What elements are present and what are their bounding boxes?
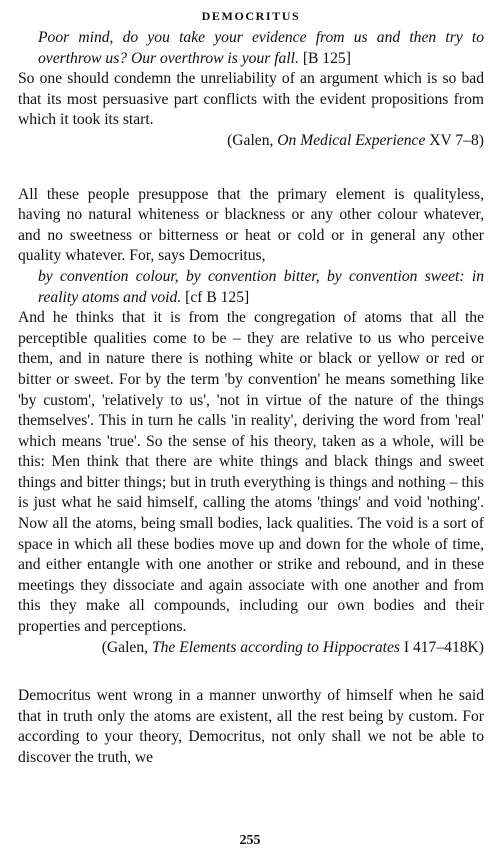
section-spacer [18, 152, 484, 185]
citation-title: The Elements according to Hippocrates [151, 638, 400, 656]
fragment-quote-text: by convention colour, by convention bitter, by convention sweet: in reality atoms and void. [38, 267, 484, 306]
document-page [18, 8, 484, 769]
argument-paragraph: So one should condemn the unreliability of an argument which is so bad that its most persuasive part conflicts with the evident propositions from which it took its start. [18, 70, 484, 129]
running-header: DEMOCRITUS [201, 9, 301, 23]
section-spacer [18, 658, 484, 686]
citation-locator: XV 7–8) [425, 131, 484, 149]
fragment-reference: [cf B 125] [185, 288, 250, 306]
fragment-reference: [B 125] [302, 49, 351, 67]
page-number: 255 [239, 833, 261, 848]
citation-title: On Medical Experience [277, 131, 426, 149]
source-citation-2 [18, 638, 484, 659]
citation-author: (Galen, [101, 638, 152, 656]
fragment-quote-text: Poor mind, do you take your evidence from us and then try to overthrow us? Our overthrow is your fall. [38, 29, 484, 67]
fragment-quote-convention [38, 267, 484, 308]
fragment-quote-b125 [38, 28, 484, 69]
democritus-wrong-paragraph: Democritus went wrong in a manner unworthy of himself when he said that in truth only the atoms are existent, all the rest being by custom. For according to your theory, Democritus, not only shall we not be able to discover the truth, we [18, 687, 484, 766]
qualityless-paragraph: All these people presuppose that the primary element is qualityless, having no natural whiteness or blackness or any other colour whatever, and no sweetness or bitterness or heat or cold or in general any other quality whatever. For, says Democritus, [18, 185, 484, 265]
citation-locator: I 417–418K) [399, 638, 484, 656]
source-citation-1 [18, 131, 484, 152]
atoms-paragraph: And he thinks that it is from the congregation of atoms that all the perceptible qualities come to be – they are relative to us who perceive them, and in nature there is nothing white or black or yellow or red or bitter or sweet. For by the term 'by convention' he means something like 'by custom', 'relatively to us', 'not in virtue of the nature of the things themselves'. This in turn he calls 'in reality', deriving the word from 'real' which means 'true'. So the sense of his theory, taken as a whole, will be this: Men think that there are white things and black things and sweet things and bitter things; but in truth everything is things and nothing – this is just what he said himself, calling the atoms 'things' and void 'nothing'. Now all the atoms, being small bodies, lack qualities. The void is a sort of space in which all these bodies move up and down for the whole of time, and either entangle with one another or strike and rebound, and in these meetings they dissociate and again associate with one another and from this they make all compounds, including our own bodies and their properties and perceptions. [18, 309, 484, 636]
citation-author: (Galen, [227, 131, 278, 149]
